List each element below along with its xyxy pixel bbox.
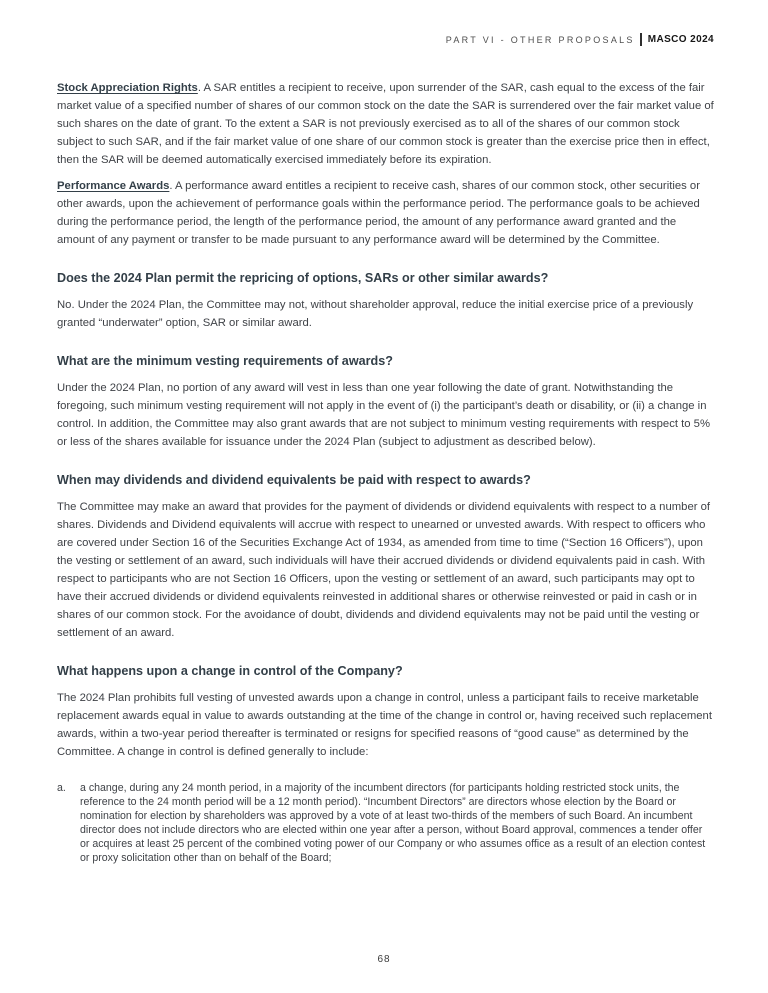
paragraph-stock-appreciation-rights (57, 79, 714, 169)
page-footer (0, 954, 768, 965)
paragraph-performance-awards (57, 177, 714, 249)
paragraph-dividends-answer: The Committee may make an award that provides for the payment of dividends or dividend equivalents with respect to a number of shares. Dividends and Dividend equivalents will accrue with respect to unearned or unvested awards. With respect to officers who are covered under Section 16 of the Securities Exchange Act of 1934, as amended from time to time (“Section 16 Officers”), upon the vesting or settlement of an award, such individuals will have their accrued dividends or dividend equivalents paid in cash. With respect to participants who are not Section 16 Officers, upon the vesting or settlement of an award, such participants may opt to have their accrued dividends or dividend equivalents reinvested in additional shares or otherwise reinvested or paid in cash or in shares of our common stock. For the avoidance of doubt, dividends and dividend equivalents may not be paid until the vesting or settlement of an award. (57, 501, 711, 639)
list-item-text: a change, during any 24 month period, in a majority of the incumbent directors (for participants holding restricted stock units, the reference to the 24 month period will be a 12 month period). “Incumbent Directors” are directors whose election by the Board or nomination for election by shareholders was approved by a vote of at least two-thirds of the members of such Board. An incumbent director does not include directors who are elected within one year after a person, without Board approval, commences a tender offer or acquires at least 25 percent of the combined voting power of our Company or who assumes office as a result of an election contest or proxy solicitation other than on behalf of the Board; (80, 782, 706, 864)
paragraph-change-in-control-answer: The 2024 Plan prohibits full vesting of unvested awards upon a change in control, unless a participant fails to receive marketable replacement awards equal in value to awards outstanding at the time of the change in control or, having received such replacement awards, within a two-year period thereafter is terminated or resigns for specified reasons of “good cause” as determined by the Committee. A change in control is defined generally to include: (57, 692, 712, 758)
heading-change-in-control-question: What happens upon a change in control of the Company? (57, 664, 403, 678)
paragraph-repricing-answer: No. Under the 2024 Plan, the Committee may not, without shareholder approval, reduce the initial exercise price of a previously granted “underwater” option, SAR or similar award. (57, 299, 694, 329)
paragraph-text: . A SAR entitles a recipient to receive, upon surrender of the SAR, cash equal to the excess of the fair market value of a specified number of shares of our common stock on the date the SAR is surrendered over the fair market value of such shares on the date of grant. To the extent a SAR is not previously exercised as to all of the shares of our common stock subject to such SAR, and if the fair market value of one share of our common stock is greater than the exercise price then in effect, then the SAR will be deemed automatically exercised immediately before its expiration. (57, 82, 714, 166)
list-item-marker: a. (57, 782, 66, 794)
header-divider (640, 33, 642, 46)
brand-label: MASCO 2024 (647, 34, 714, 45)
heading-minimum-vesting-question: What are the minimum vesting requirements of awards? (57, 354, 393, 368)
page-number: 68 (377, 954, 391, 965)
page-header (446, 33, 714, 46)
page-content (57, 79, 714, 865)
heading-dividends-question: When may dividends and dividend equivalents be paid with respect to awards? (57, 473, 531, 487)
term-lead-performance-awards: Performance Awards (57, 180, 170, 192)
heading-repricing-question: Does the 2024 Plan permit the repricing of options, SARs or other similar awards? (57, 271, 549, 285)
paragraph-text: . A performance award entitles a recipient to receive cash, shares of our common stock, other securities or other awards, upon the achievement of performance goals within the performance period. The performance goals to be achieved during the performance period, the length of the performance period, the amount of any performance award granted and the amount of any payment or transfer to be made pursuant to any performance award will be determined by the Committee. (57, 180, 700, 246)
paragraph-minimum-vesting-answer: Under the 2024 Plan, no portion of any award will vest in less than one year following the date of grant. Notwithstanding the foregoing, such minimum vesting requirement will not apply in the event of (i) the participant’s death or disability, or (ii) a change in control. In addition, the Committee may also grant awards that are not subject to minimum vesting requirements with respect to 5% or less of the shares available for issuance under the 2024 Plan (subject to adjustment as described below). (57, 382, 711, 448)
list-item-a (57, 781, 714, 865)
part-section-label: PART VI - OTHER PROPOSALS (445, 34, 635, 45)
term-lead-stock-appreciation-rights: Stock Appreciation Rights (57, 82, 198, 94)
